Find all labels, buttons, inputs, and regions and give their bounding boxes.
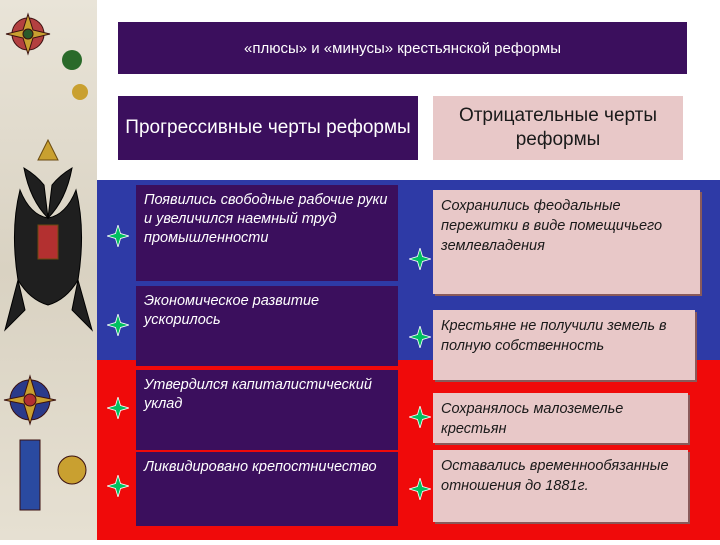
- negative-item: Крестьяне не получили земель в полную собственность: [433, 310, 695, 380]
- progressive-item: Утвердился капиталистический уклад: [136, 370, 398, 450]
- four-point-star-icon: [409, 248, 431, 270]
- negative-item: Сохранились феодальные пережитки в виде помещичьего землевладения: [433, 190, 700, 294]
- double-headed-eagle-emblem-icon: [0, 0, 97, 540]
- four-point-star-icon: [107, 397, 129, 419]
- four-point-star-icon: [107, 314, 129, 336]
- four-point-star-icon: [409, 326, 431, 348]
- left-decorative-strip: [0, 0, 97, 540]
- progressive-item: Появились свободные рабочие руки и увеличился наемный труд промышленности: [136, 185, 398, 281]
- four-point-star-icon: [409, 406, 431, 428]
- slide-title: «плюсы» и «минусы» крестьянской реформы: [118, 22, 687, 74]
- four-point-star-icon: [409, 478, 431, 500]
- progressive-item: Ликвидировано крепостничество: [136, 452, 398, 526]
- negative-item: Оставались временнообязанные отношения до 1881г.: [433, 450, 688, 522]
- progressive-item: Экономическое развитие ускорилось: [136, 286, 398, 366]
- four-point-star-icon: [107, 225, 129, 247]
- negative-item: Сохранялось малоземелье крестьян: [433, 393, 688, 443]
- progressive-header: Прогрессивные черты реформы: [118, 96, 418, 160]
- negative-header: Отрицательные черты реформы: [433, 96, 683, 160]
- four-point-star-icon: [107, 475, 129, 497]
